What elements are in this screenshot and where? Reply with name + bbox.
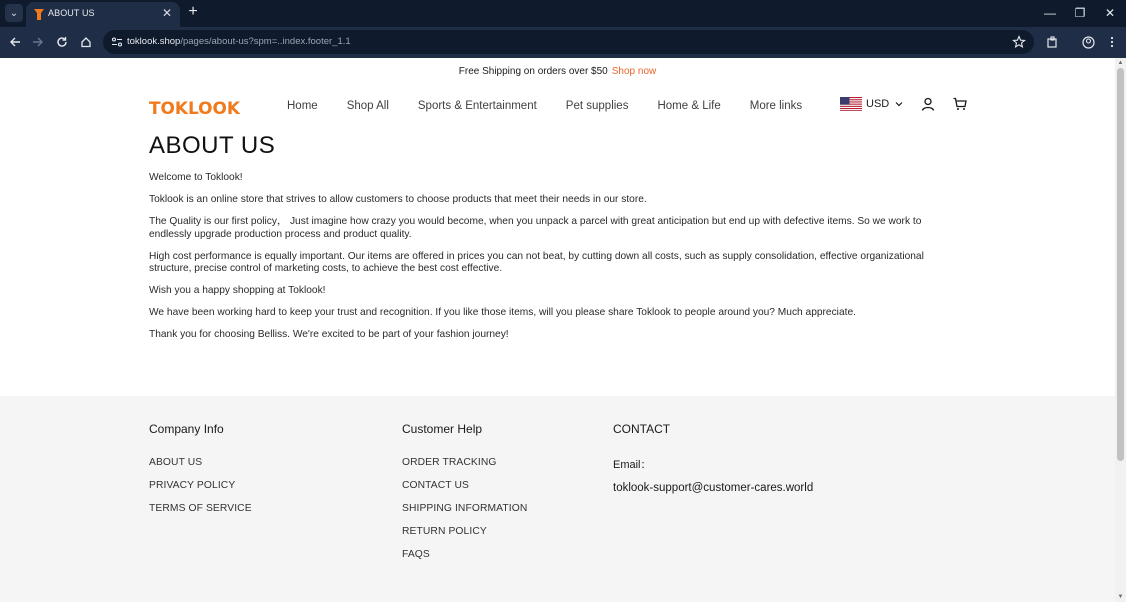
nav-home-life[interactable]: Home & Life (657, 100, 721, 112)
footer-link-contact-us[interactable]: CONTACT US (402, 480, 469, 491)
nav-home[interactable]: Home (287, 100, 318, 112)
site-footer (0, 396, 1115, 602)
currency-code: USD (866, 98, 890, 110)
site-info-icon[interactable] (111, 36, 123, 48)
nav-sports-entertainment[interactable]: Sports & Entertainment (417, 100, 537, 112)
footer-link-terms-of-service[interactable]: TERMS OF SERVICE (149, 503, 252, 514)
about-paragraph: The Quality is our first policy， Just imagine how crazy you would become, when you unpack a parcel with great anticipation but end up with defective items. So we work to endlessly upgrade production process and product quality. (149, 216, 922, 240)
toklook-logo[interactable] (149, 99, 241, 116)
footer-link-faqs[interactable]: FAQS (402, 549, 430, 560)
address-bar[interactable] (103, 30, 1034, 54)
profile-icon[interactable] (1079, 33, 1097, 51)
support-email[interactable]: toklook-support@customer-cares.world (613, 482, 814, 494)
footer-heading: CONTACT (613, 422, 671, 436)
nav-shop-all[interactable]: Shop All (346, 100, 389, 112)
scrollbar-thumb[interactable] (1117, 68, 1124, 461)
footer-link-shipping-information[interactable]: SHIPPING INFORMATION (402, 503, 528, 514)
reload-icon[interactable] (53, 33, 71, 51)
minimize-icon[interactable]: — (1044, 6, 1056, 20)
close-window-icon[interactable]: ✕ (1104, 6, 1116, 20)
shop-now-link[interactable]: Shop now (611, 66, 657, 77)
browser-toolbar (0, 27, 1126, 58)
new-tab-icon[interactable]: + (188, 3, 198, 20)
back-icon[interactable] (6, 33, 24, 51)
announcement-text: Free Shipping on orders over $50 (458, 66, 608, 77)
extensions-icon[interactable] (1043, 33, 1061, 51)
page-title: ABOUT US (149, 132, 276, 159)
email-label: Email： (613, 459, 652, 471)
footer-link-order-tracking[interactable]: ORDER TRACKING (402, 457, 497, 468)
about-paragraph: Welcome to Toklook! (149, 172, 243, 183)
currency-selector[interactable] (840, 97, 903, 111)
restore-icon[interactable]: ❐ (1074, 6, 1086, 20)
browser-menu-icon[interactable] (1103, 33, 1121, 51)
chevron-down-icon (895, 100, 903, 108)
scroll-down-icon[interactable]: ▼ (1117, 594, 1124, 600)
about-paragraph: Toklook is an online store that strives to allow customers to choose products that meet their needs in our store. (149, 194, 647, 205)
tab-title: ABOUT US (48, 8, 95, 18)
close-tab-icon[interactable]: ✕ (161, 6, 173, 20)
footer-link-return-policy[interactable]: RETURN POLICY (402, 526, 487, 537)
bookmark-star-icon[interactable] (1012, 35, 1026, 49)
nav-pet-supplies[interactable]: Pet supplies (565, 100, 629, 112)
cart-icon[interactable] (953, 97, 967, 111)
page-viewport (0, 58, 1115, 602)
browser-tabstrip (0, 0, 1126, 27)
nav-more-links[interactable]: More links (749, 100, 803, 112)
about-paragraph: Wish you a happy shopping at Toklook! (149, 285, 326, 296)
about-paragraph: We have been working hard to keep your trust and recognition. If you like those items, will you please share Toklook to people around you? Much appreciate. (149, 307, 856, 318)
url-path: /pages/about-us?spm=..index.footer_1.1 (180, 36, 351, 47)
about-paragraph: Thank you for choosing Belliss. We're excited to be part of your fashion journey! (149, 329, 509, 340)
footer-link-about-us[interactable]: ABOUT US (149, 457, 203, 468)
url-host: toklook.shop (127, 36, 181, 47)
account-icon[interactable] (921, 97, 935, 111)
announcement-bar (0, 58, 1115, 86)
site-header (0, 86, 1115, 130)
browser-tab-active[interactable] (26, 2, 180, 27)
page-scrollbar[interactable] (1115, 58, 1126, 602)
us-flag-icon (840, 97, 862, 111)
home-icon[interactable] (77, 33, 95, 51)
logo-wordmark: TOKLOOK (149, 99, 241, 116)
main-nav (287, 100, 831, 112)
about-content (149, 172, 961, 351)
footer-link-privacy-policy[interactable]: PRIVACY POLICY (149, 480, 236, 491)
scroll-up-icon[interactable]: ▲ (1117, 60, 1124, 66)
tab-search-icon[interactable]: ⌄ (5, 4, 23, 22)
site-favicon-icon (33, 8, 45, 21)
url-text (127, 36, 351, 47)
footer-heading: Company Info (149, 422, 224, 436)
footer-heading: Customer Help (402, 422, 483, 436)
about-paragraph: High cost performance is equally important. Our items are offered in prices you can not beat, by cutting down all costs, such as supply consolidation, effective organizational structure, precise control of marketing costs, to achieve the best cost effective. (149, 250, 924, 274)
forward-icon[interactable] (29, 33, 47, 51)
